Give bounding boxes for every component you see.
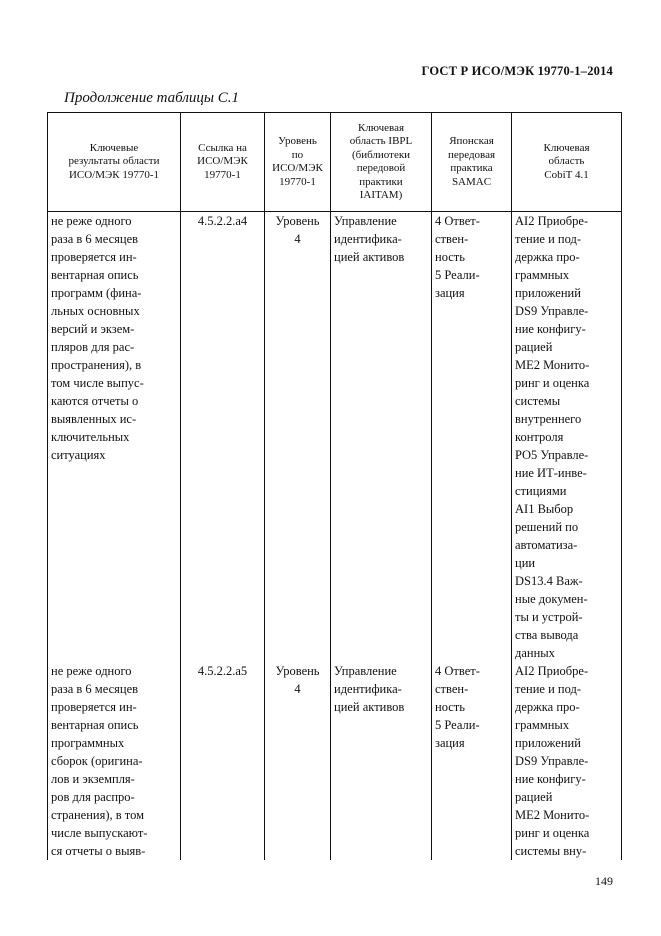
cell-result: не реже одного раза в 6 месяцев проверяется ин- вентарная опись программных сборок (оригина- лов и экземпля- ров для распро- странения), в том числе выпускают- ся отчеты о выяв- (48, 662, 181, 860)
header-cobit: Ключевая область CobiT 4.1 (512, 113, 622, 212)
cell-cobit: AI2 Приобре- тение и под- держка про- граммных приложений DS9 Управле- ние конфигу- рацией ME2 Монито- ринг и оценка системы вну- (512, 662, 622, 860)
cell-ibpl: Управление идентифика- цией активов (331, 212, 432, 663)
header-results: Ключевые результаты области ИСО/МЭК 19770-1 (48, 113, 181, 212)
cell-level: Уровень 4 (265, 662, 331, 860)
cell-samac: 4 Ответ- ствен- ность 5 Реали- зация (432, 662, 512, 860)
cell-ibpl: Управление идентифика- цией активов (331, 662, 432, 860)
cell-level: Уровень 4 (265, 212, 331, 663)
cell-reference: 4.5.2.2.a4 (181, 212, 265, 663)
table-row (48, 662, 622, 860)
requirements-table (47, 112, 622, 860)
cell-reference: 4.5.2.2.a5 (181, 662, 265, 860)
table-caption: Продолжение таблицы С.1 (64, 90, 240, 106)
document-code: ГОСТ Р ИСО/МЭК 19770-1–2014 (421, 64, 613, 78)
cell-samac: 4 Ответ- ствен- ность 5 Реали- зация (432, 212, 512, 663)
header-reference: Ссылка на ИСО/МЭК 19770-1 (181, 113, 265, 212)
header-samac: Японская передовая практика SAMAC (432, 113, 512, 212)
table-header-row (48, 113, 622, 212)
header-ibpl: Ключевая область IBPL (библиотеки передовой практики IAITAM) (331, 113, 432, 212)
table-row (48, 212, 622, 663)
cell-result: не реже одного раза в 6 месяцев проверяется ин- вентарная опись программ (фина- льных основных версий и экзем- пляров для рас- пространения), в том числе выпус- каются отчеты о выявленных ис- ключительных ситуациях (48, 212, 181, 663)
page-number: 149 (595, 874, 613, 888)
cell-cobit: AI2 Приобре- тение и под- держка про- граммных приложений DS9 Управле- ние конфигу- рацией ME2 Монито- ринг и оценка системы внутреннего контроля PO5 Управле- ние ИТ-инве- стициями AI1 Выбор решений по автоматиза- ции DS13.4 Важ- ные докумен- ты и устрой- ства вывода данных (512, 212, 622, 663)
header-level: Уровень по ИСО/МЭК 19770-1 (265, 113, 331, 212)
